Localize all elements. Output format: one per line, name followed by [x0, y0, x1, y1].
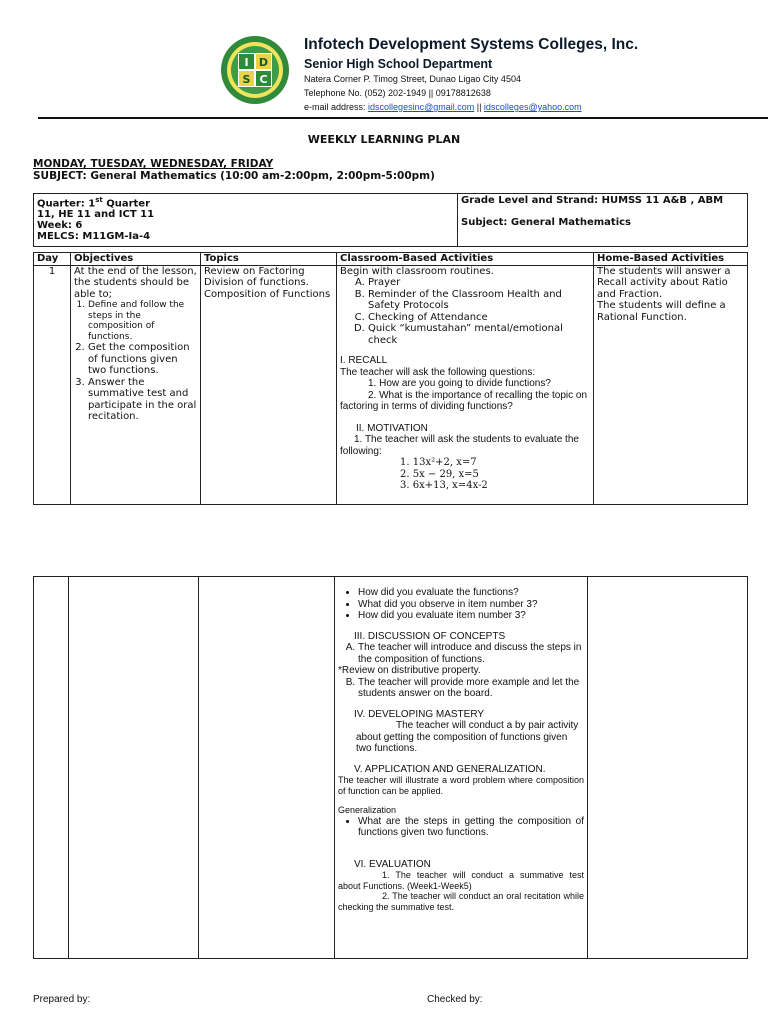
- info-box: [33, 193, 748, 247]
- objectives-cell: [69, 577, 199, 959]
- seal-letter: C: [259, 73, 268, 86]
- application-text: The teacher will illustrate a word problem where composition of function can be applied.: [338, 775, 584, 796]
- melcs-line: MELCS: M11GM-Ia-4: [37, 231, 151, 243]
- routine-item: A. Prayer: [368, 277, 590, 289]
- evaluation-item: 1. The teacher will conduct a summative test about Functions. (Week1-Week5): [338, 870, 584, 891]
- generalization-question: • What are the steps in getting the composition of functions given two functions.: [358, 816, 584, 839]
- generalization-label: Generalization: [338, 805, 397, 815]
- subject-line: SUBJECT: General Mathematics (10:00 am-2:00pm, 2:00pm-5:00pm): [33, 170, 435, 182]
- objectives-cell: [71, 265, 201, 504]
- reflection-question: • How did you evaluate item number 3?: [358, 610, 584, 622]
- info-left: [34, 194, 458, 247]
- home-activities-cell: [588, 577, 748, 959]
- motivation-heading: II. MOTIVATION: [356, 422, 428, 434]
- column-header: Home-Based Activities: [594, 253, 748, 266]
- column-header: Classroom-Based Activities: [337, 253, 594, 266]
- email-label: e-mail address:: [304, 102, 366, 112]
- evaluation-item: 2. The teacher will conduct an oral recitation while checking the summative test.: [338, 891, 584, 912]
- column-header: Objectives: [71, 253, 201, 266]
- discussion-item: A. The teacher will introduce and discuss the steps in the composition of functions.: [358, 642, 584, 665]
- objective-item: 2. Get the composition of functions given two functions.: [88, 342, 197, 377]
- checked-by-label: Checked by:: [427, 994, 483, 1005]
- days-line: MONDAY, TUESDAY, WEDNESDAY, FRIDAY: [33, 158, 274, 170]
- discussion-heading: III. DISCUSSION OF CONCEPTS: [354, 630, 506, 642]
- classroom-activities-cell: [335, 577, 588, 959]
- email-link-gmail[interactable]: idscollegesinc@gmail.com: [368, 102, 475, 112]
- table-row: [34, 265, 748, 504]
- mastery-text: The teacher will conduct a by pair activity about getting the composition of functions given two functions.: [356, 720, 579, 754]
- topics-cell: [201, 265, 337, 504]
- home-activities-cell: The students will answer a Recall activity about Ratio and Fraction. The students will define a Rational Function.: [594, 265, 748, 504]
- topic-item: Division of functions.: [204, 277, 309, 288]
- quarter-line: Quarter: 1st Quarter: [37, 196, 151, 210]
- column-header: Day: [34, 253, 71, 266]
- discussion-item: B. The teacher will provide more example and let the students answer on the board.: [358, 677, 584, 700]
- email-separator: ||: [474, 102, 484, 112]
- grade-level-line: Grade Level and Strand: HUMSS 11 A&B , ABM: [461, 195, 724, 206]
- address: Natera Corner P. Timog Street, Dunao Ligao City 4504: [304, 74, 521, 84]
- email-line: [304, 101, 638, 113]
- topic-item: Review on Factoring: [204, 265, 305, 277]
- telephone: Telephone No. (052) 202-1949 || 09178812638: [304, 88, 491, 98]
- objectives-intro: At the end of the lesson, the students should be able to;: [74, 265, 197, 300]
- reflection-question: • What did you observe in item number 3?: [358, 599, 584, 611]
- seal-letter: S: [242, 73, 251, 86]
- header-divider: [38, 117, 768, 119]
- topic-item: Composition of Functions: [204, 288, 331, 300]
- table-header-row: [34, 253, 748, 266]
- reflection-question: • How did you evaluate the functions?: [358, 587, 584, 599]
- column-header: Topics: [201, 253, 337, 266]
- weekly-plan-table-continued: [33, 576, 748, 959]
- institution-name: Infotech Development Systems Colleges, Inc.: [304, 36, 639, 53]
- routine-item: C. Checking of Attendance: [368, 312, 590, 324]
- seal-letter: D: [258, 56, 269, 69]
- topics-cell: [199, 577, 335, 959]
- objective-item: 3. Answer the summative test and participate in the oral recitation.: [88, 377, 197, 423]
- review-note: *Review on distributive property.: [338, 665, 481, 676]
- email-link-yahoo[interactable]: idscolleges@yahoo.com: [483, 102, 582, 112]
- page-title: WEEKLY LEARNING PLAN: [307, 133, 461, 146]
- seal-letter: I: [244, 56, 249, 69]
- evaluation-heading: VI. EVALUATION: [354, 858, 431, 870]
- day-cell: 1: [34, 265, 71, 504]
- weekly-plan-table: [33, 252, 748, 505]
- motivation-text: 1. The teacher will ask the students to evaluate the following:: [340, 434, 579, 457]
- week-line: Week: 6: [37, 220, 83, 232]
- routine-item: D. Quick “kumustahan” mental/emotional check: [368, 323, 590, 346]
- recall-question: 2. What is the importance of recalling the topic on factoring in terms of dividing functions?: [340, 389, 588, 412]
- mastery-heading: IV. DEVELOPING MASTERY: [354, 708, 485, 720]
- objective-item: 1. Define and follow the steps in the composition of functions.: [88, 300, 197, 342]
- classroom-activities-cell: [337, 265, 594, 504]
- day-cell: [34, 577, 69, 959]
- application-heading: V. APPLICATION AND GENERALIZATION.: [354, 763, 546, 775]
- letterhead: [304, 36, 638, 113]
- equation-item: 2. 5x − 29, x=5: [400, 468, 479, 480]
- routine-intro: Begin with classroom routines.: [340, 265, 494, 277]
- prepared-by-label: Prepared by:: [33, 994, 91, 1005]
- routine-item: B. Reminder of the Classroom Health and Safety Protocols: [368, 289, 590, 312]
- recall-heading: I. RECALL: [340, 355, 388, 366]
- recall-question: 1. How are you going to divide functions?: [368, 378, 551, 389]
- equation-item: 3. 6x+13, x=4x-2: [400, 480, 488, 491]
- recall-intro: The teacher will ask the following questions:: [340, 366, 536, 378]
- equation-item: 1. 13x²+2, x=7: [400, 457, 477, 468]
- college-seal-logo: [220, 35, 290, 105]
- subject-info-line: Subject: General Mathematics: [461, 217, 631, 228]
- table-row: [34, 577, 748, 959]
- info-right: [458, 194, 748, 247]
- department-name: Senior High School Department: [304, 57, 493, 71]
- grade-level-cont: 11, HE 11 and ICT 11: [37, 209, 155, 221]
